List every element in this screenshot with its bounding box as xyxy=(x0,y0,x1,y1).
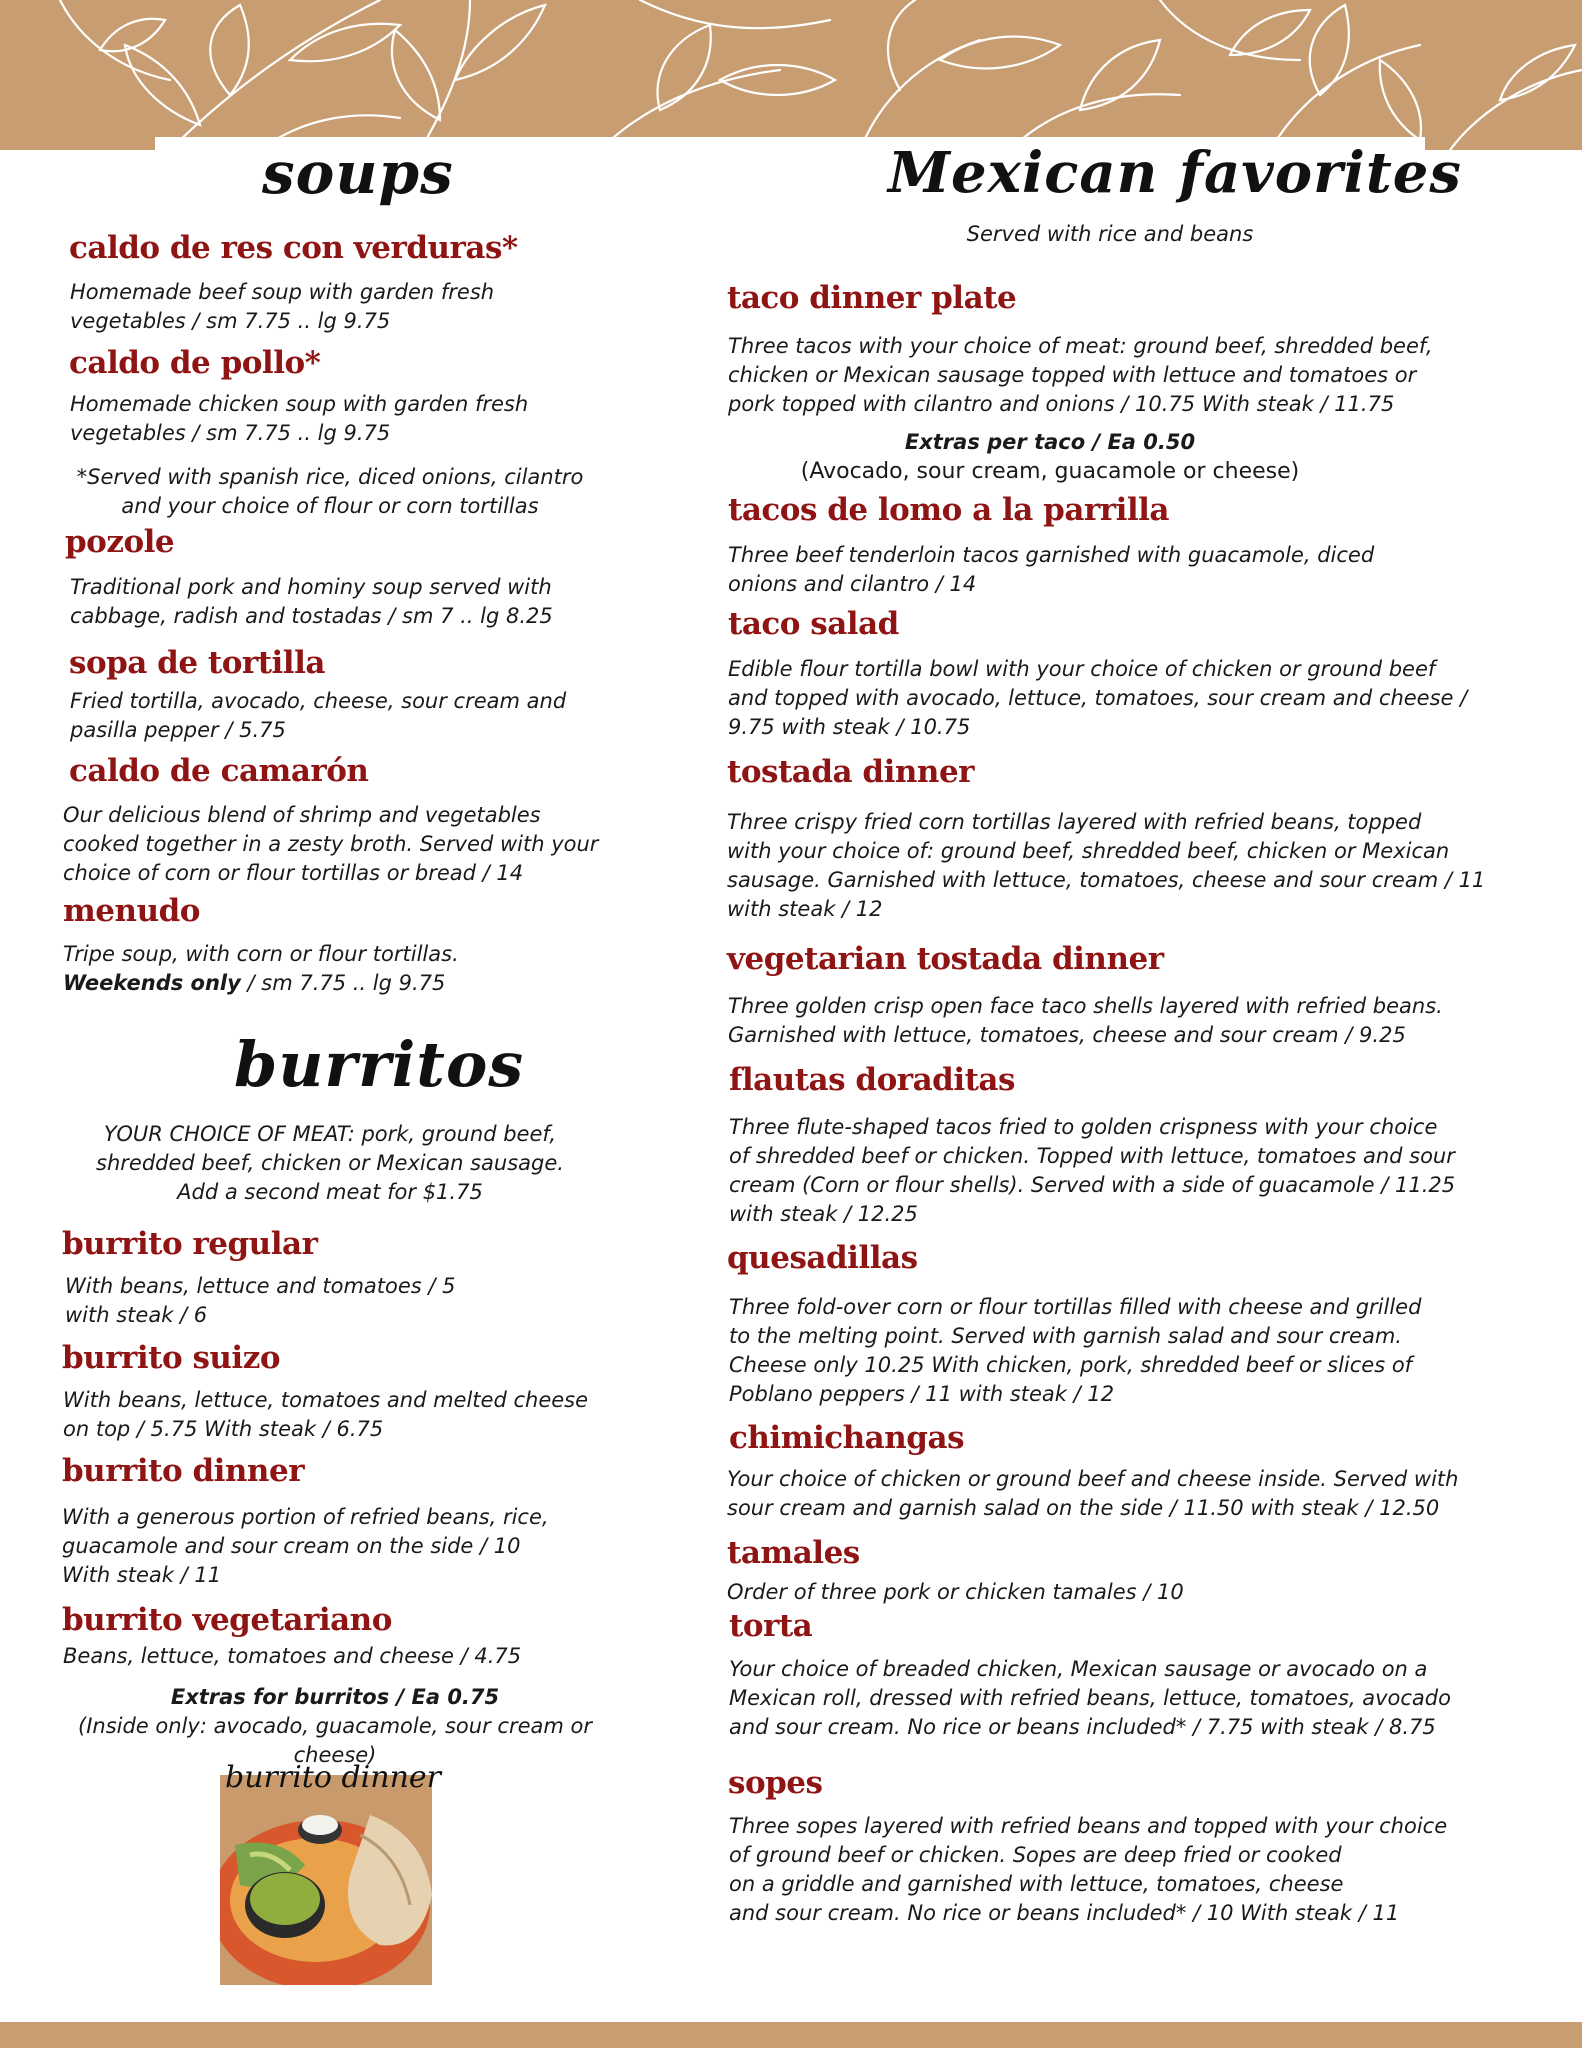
fav-title-torta: torta xyxy=(729,1608,813,1644)
burrito-extras-desc: (Inside only: avocado, guacamole, sour cream or cheese) xyxy=(78,1714,592,1767)
fav-title-taco-salad: taco salad xyxy=(728,606,899,642)
soup-desc-pozole: Traditional pork and hominy soup served with cabbage, radish and tostadas / sm 7 .. lg 8.25 xyxy=(70,575,553,628)
menudo-weekends-only: Weekends only xyxy=(63,971,241,995)
fav-desc-sopes: Three sopes layered with refried beans and topped with your choice of ground beef or chicken. Sopes are deep fried or cooked on a griddle and garnished with lettuce, tomatoes, cheese and sour cream. No rice or beans included* / 10 With steak / 11 xyxy=(729,1814,1448,1925)
soups-served-note: *Served with spanish rice, diced onions, cilantro and your choice of flour or corn tortillas xyxy=(76,465,584,518)
fav-title-tamales: tamales xyxy=(727,1535,860,1571)
fav-desc-tostada-dinner: Three crispy fried corn tortillas layered with refried beans, topped with your choice of: ground beef, shredded beef, chicken or Mexican sausage. Garnished with lettuce, tomatoes, cheese and sour cream / 11 with steak / 12 xyxy=(727,810,1486,921)
taco-extras-desc: (Avocado, sour cream, guacamole or cheese) xyxy=(800,459,1300,484)
fav-desc-chimichangas: Your choice of chicken or ground beef and cheese inside. Served with sour cream and garnish salad on the side / 11.50 with steak / 12.50 xyxy=(727,1467,1459,1520)
fav-title-flautas: flautas doraditas xyxy=(729,1062,1015,1098)
fav-desc-vegetarian-tostada: Three golden crisp open face taco shells layered with refried beans. Garnished with lettuce, tomatoes, cheese and sour cream / 9.25 xyxy=(728,994,1443,1047)
burrito-title-vegetariano: burrito vegetariano xyxy=(62,1602,392,1638)
photo-label: burrito dinner xyxy=(225,1760,441,1795)
burrito-dinner-photo xyxy=(220,1775,432,1985)
top-banner xyxy=(0,0,1582,150)
fav-title-chimichangas: chimichangas xyxy=(729,1420,965,1456)
fav-desc-flautas: Three flute-shaped tacos fried to golden crispness with your choice of shredded beef or chicken. Topped with lettuce, tomatoes and sour cream (Corn or flour shells). Served with a side of guacamole / 11.25 with steak / 12.25 xyxy=(729,1115,1456,1226)
burrito-title-dinner: burrito dinner xyxy=(62,1453,305,1489)
menudo-desc-text: Tripe soup, with corn or flour tortillas. xyxy=(63,942,459,966)
soup-title-caldo-res: caldo de res con verduras* xyxy=(69,230,518,266)
leaf-pattern-icon xyxy=(0,0,1582,150)
burrito-desc-dinner: With a generous portion of refried beans, rice, guacamole and sour cream on the side / 10 With steak / 11 xyxy=(62,1505,549,1587)
burrito-title-suizo: burrito suizo xyxy=(62,1340,280,1376)
soup-desc-caldo-pollo: Homemade chicken soup with garden fresh vegetables / sm 7.75 .. lg 9.75 xyxy=(70,392,529,445)
burritos-intro: YOUR CHOICE OF MEAT: pork, ground beef, shredded beef, chicken or Mexican sausage. Add a second meat for $1.75 xyxy=(96,1122,564,1204)
soup-desc-sopa-tortilla: Fried tortilla, avocado, cheese, sour cream and pasilla pepper / 5.75 xyxy=(70,689,567,742)
soup-title-sopa-tortilla: sopa de tortilla xyxy=(69,645,325,681)
burrito-desc-suizo: With beans, lettuce, tomatoes and melted cheese on top / 5.75 With steak / 6.75 xyxy=(63,1388,589,1441)
burrito-desc-vegetariano: Beans, lettuce, tomatoes and cheese / 4.75 xyxy=(63,1644,522,1668)
fav-title-quesadillas: quesadillas xyxy=(727,1240,918,1276)
soup-title-caldo-camaron: caldo de camarón xyxy=(69,753,369,789)
bottom-bar xyxy=(0,2022,1582,2048)
favorites-heading: Mexican favorites xyxy=(888,140,1462,206)
fav-desc-tamales: Order of three pork or chicken tamales / 10 xyxy=(727,1580,1184,1604)
soup-desc-menudo xyxy=(63,940,459,998)
burrito-desc-regular: With beans, lettuce and tomatoes / 5 with steak / 6 xyxy=(65,1274,456,1327)
fav-title-tostada-dinner: tostada dinner xyxy=(727,754,974,790)
fav-title-sopes: sopes xyxy=(728,1765,823,1801)
fav-desc-taco-dinner-plate: Three tacos with your choice of meat: ground beef, shredded beef, chicken or Mexican sausage topped with lettuce and tomatoes or pork topped with cilantro and onions / 10.75 With steak / 11.75 xyxy=(728,334,1433,416)
burrito-title-regular: burrito regular xyxy=(62,1226,318,1262)
soup-title-menudo: menudo xyxy=(63,893,200,929)
soup-desc-caldo-camaron: Our delicious blend of shrimp and vegetables cooked together in a zesty broth. Served with your choice of corn or flour tortillas or bread / 14 xyxy=(63,803,599,885)
burritos-heading: burritos xyxy=(234,1028,525,1101)
soup-title-pozole: pozole xyxy=(65,524,175,560)
fav-title-tacos-lomo: tacos de lomo a la parrilla xyxy=(728,492,1169,528)
fav-title-taco-dinner-plate: taco dinner plate xyxy=(727,280,1017,316)
soup-title-caldo-pollo: caldo de pollo* xyxy=(69,345,321,381)
fav-desc-quesadillas: Three fold-over corn or flour tortillas filled with cheese and grilled to the melting point. Served with garnish salad and sour cream. Cheese only 10.25 With chicken, pork, shredded beef or slices of Poblano peppers / 11 with steak / 12 xyxy=(729,1295,1422,1406)
menudo-price: / sm 7.75 .. lg 9.75 xyxy=(240,971,446,995)
soups-heading: soups xyxy=(262,139,454,207)
fav-desc-taco-salad: Edible flour tortilla bowl with your choice of chicken or ground beef and topped with avocado, lettuce, tomatoes, sour cream and cheese / 9.75 with steak / 10.75 xyxy=(728,657,1468,739)
taco-extras-title: Extras per taco / Ea 0.50 xyxy=(904,430,1196,454)
favorites-subheading: Served with rice and beans xyxy=(966,222,1254,246)
soup-desc-caldo-res: Homemade beef soup with garden fresh vegetables / sm 7.75 .. lg 9.75 xyxy=(70,280,495,333)
burrito-plate-image xyxy=(220,1775,432,1985)
fav-title-vegetarian-tostada: vegetarian tostada dinner xyxy=(727,941,1164,977)
fav-desc-torta: Your choice of breaded chicken, Mexican sausage or avocado on a Mexican roll, dressed with refried beans, lettuce, tomatoes, avocado and sour cream. No rice or beans included* / 7.75 with steak / 8.75 xyxy=(729,1657,1451,1739)
fav-desc-tacos-lomo: Three beef tenderloin tacos garnished with guacamole, diced onions and cilantro / 14 xyxy=(728,543,1375,596)
burrito-extras-title: Extras for burritos / Ea 0.75 xyxy=(170,1685,500,1709)
